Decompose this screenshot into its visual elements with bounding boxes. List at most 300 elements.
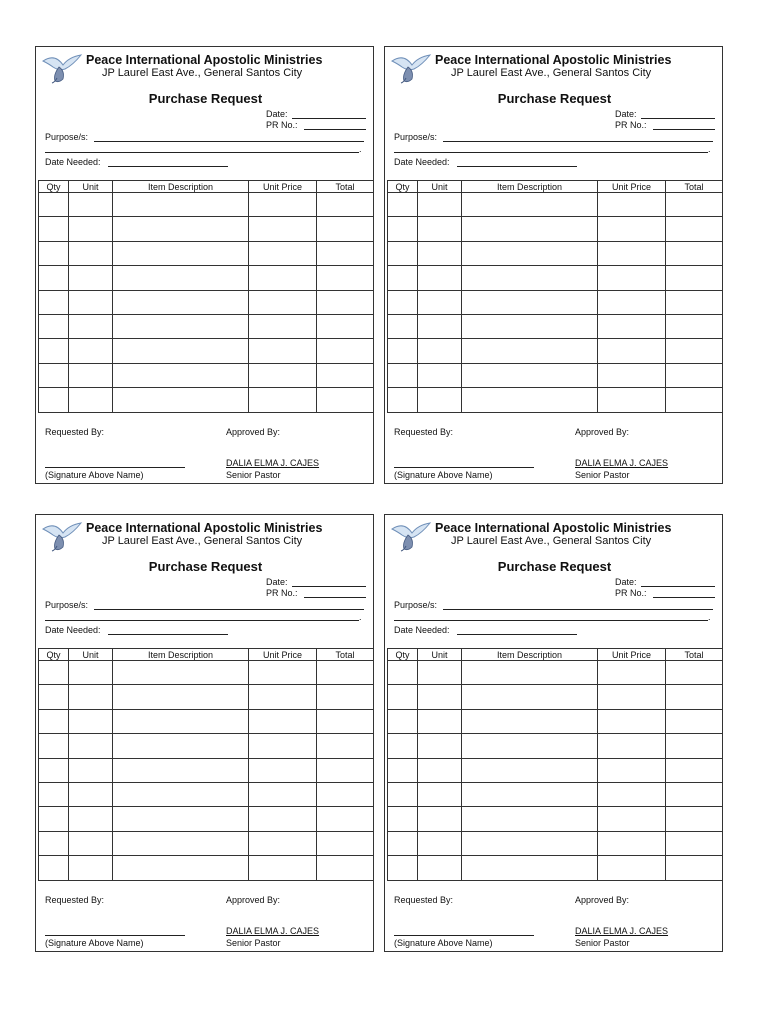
table-cell[interactable] <box>113 709 249 733</box>
table-cell[interactable] <box>418 807 462 831</box>
table-cell[interactable] <box>249 363 317 387</box>
table-cell[interactable] <box>113 856 249 880</box>
table-cell[interactable] <box>39 709 69 733</box>
table-row <box>388 758 723 782</box>
table-cell[interactable] <box>39 290 69 314</box>
table-cell[interactable] <box>317 734 374 758</box>
table-cell[interactable] <box>418 661 462 685</box>
table-cell[interactable] <box>388 685 418 709</box>
table-cell[interactable] <box>317 685 374 709</box>
table-cell[interactable] <box>69 339 113 363</box>
table-cell[interactable] <box>113 661 249 685</box>
table-cell[interactable] <box>462 782 598 806</box>
signature-caption: (Signature Above Name) <box>394 938 493 948</box>
col-header-total: Total <box>666 649 723 661</box>
table-cell[interactable] <box>418 709 462 733</box>
dove-icon <box>39 51 83 85</box>
table-cell[interactable] <box>69 734 113 758</box>
table-cell[interactable] <box>462 734 598 758</box>
table-cell[interactable] <box>249 831 317 855</box>
table-cell[interactable] <box>249 782 317 806</box>
table-cell[interactable] <box>39 831 69 855</box>
table-cell[interactable] <box>462 856 598 880</box>
table-cell[interactable] <box>69 217 113 241</box>
table-cell[interactable] <box>69 363 113 387</box>
table-cell[interactable] <box>418 363 462 387</box>
approver-title: Senior Pastor <box>575 938 630 948</box>
table-cell[interactable] <box>418 758 462 782</box>
requested-by-label: Requested By: <box>45 427 105 437</box>
purpose-field-line-2[interactable] <box>394 152 708 153</box>
table-cell[interactable] <box>598 831 666 855</box>
table-cell[interactable] <box>418 388 462 412</box>
table-cell[interactable] <box>462 661 598 685</box>
table-row <box>39 758 374 782</box>
date-needed-label: Date Needed: <box>394 625 450 635</box>
table-cell[interactable] <box>69 709 113 733</box>
table-header-row <box>39 181 374 193</box>
table-row <box>388 661 723 685</box>
table-cell[interactable] <box>317 807 374 831</box>
table-cell[interactable] <box>249 758 317 782</box>
pr-no-label: PR No.: <box>266 588 298 598</box>
table-cell[interactable] <box>388 290 418 314</box>
table-cell[interactable] <box>317 831 374 855</box>
table-cell[interactable] <box>388 193 418 217</box>
table-header-row <box>39 649 374 661</box>
pr-no-field[interactable] <box>304 129 366 130</box>
table-row <box>388 388 723 412</box>
table-cell[interactable] <box>249 266 317 290</box>
table-cell[interactable] <box>388 241 418 265</box>
table-row <box>388 856 723 880</box>
table-cell[interactable] <box>249 217 317 241</box>
table-cell[interactable] <box>418 831 462 855</box>
table-cell[interactable] <box>666 193 723 217</box>
table-cell[interactable] <box>69 758 113 782</box>
table-cell[interactable] <box>249 241 317 265</box>
date-field[interactable] <box>641 118 715 119</box>
table-cell[interactable] <box>462 807 598 831</box>
org-name: Peace International Apostolic Ministries <box>435 521 672 535</box>
table-cell[interactable] <box>388 266 418 290</box>
table-cell[interactable] <box>39 217 69 241</box>
table-row <box>39 685 374 709</box>
approved-by-label: Approved By: <box>575 427 630 437</box>
form-title: Purchase Request <box>497 91 612 106</box>
table-row <box>39 339 374 363</box>
col-header-unit: Unit <box>69 649 113 661</box>
col-header-unit: Unit <box>418 181 462 193</box>
table-cell[interactable] <box>666 856 723 880</box>
date-needed-label: Date Needed: <box>45 625 101 635</box>
table-cell[interactable] <box>598 290 666 314</box>
table-cell[interactable] <box>418 217 462 241</box>
table-row <box>39 661 374 685</box>
table-row <box>388 193 723 217</box>
table-cell[interactable] <box>113 782 249 806</box>
table-row <box>388 314 723 338</box>
table-cell[interactable] <box>598 241 666 265</box>
table-cell[interactable] <box>249 290 317 314</box>
table-cell[interactable] <box>113 241 249 265</box>
table-row <box>388 782 723 806</box>
table-header-row <box>388 649 723 661</box>
col-header-unit-price: Unit Price <box>249 649 317 661</box>
table-cell[interactable] <box>249 709 317 733</box>
table-cell[interactable] <box>249 314 317 338</box>
table-cell[interactable] <box>113 734 249 758</box>
purpose-field-line-2[interactable] <box>45 620 359 621</box>
approver-name: DALIA ELMA J. CAJES <box>226 926 320 936</box>
table-cell[interactable] <box>418 241 462 265</box>
table-cell[interactable] <box>598 758 666 782</box>
date-field[interactable] <box>292 586 366 587</box>
table-cell[interactable] <box>388 388 418 412</box>
table-cell[interactable] <box>462 314 598 338</box>
table-cell[interactable] <box>113 388 249 412</box>
table-cell[interactable] <box>39 241 69 265</box>
col-header-total: Total <box>317 181 374 193</box>
table-cell[interactable] <box>69 290 113 314</box>
table-cell[interactable] <box>666 807 723 831</box>
table-cell[interactable] <box>39 314 69 338</box>
table-cell[interactable] <box>666 831 723 855</box>
table-cell[interactable] <box>598 193 666 217</box>
org-address: JP Laurel East Ave., General Santos City <box>102 67 303 79</box>
table-cell[interactable] <box>39 363 69 387</box>
purpose-field[interactable] <box>94 141 364 142</box>
table-cell[interactable] <box>598 217 666 241</box>
table-cell[interactable] <box>113 217 249 241</box>
table-cell[interactable] <box>317 661 374 685</box>
table-cell[interactable] <box>418 339 462 363</box>
table-row <box>39 193 374 217</box>
table-cell[interactable] <box>462 831 598 855</box>
table-cell[interactable] <box>462 217 598 241</box>
table-cell[interactable] <box>69 266 113 290</box>
table-cell[interactable] <box>666 314 723 338</box>
table-cell[interactable] <box>598 807 666 831</box>
org-name: Peace International Apostolic Ministries <box>86 521 323 535</box>
table-cell[interactable] <box>69 193 113 217</box>
table-cell[interactable] <box>317 217 374 241</box>
table-cell[interactable] <box>39 758 69 782</box>
col-header-item-description: Item Description <box>462 181 598 193</box>
table-cell[interactable] <box>113 314 249 338</box>
table-cell[interactable] <box>462 290 598 314</box>
table-cell[interactable] <box>249 856 317 880</box>
table-cell[interactable] <box>317 363 374 387</box>
table-cell[interactable] <box>317 782 374 806</box>
table-cell[interactable] <box>317 314 374 338</box>
table-row <box>39 856 374 880</box>
table-cell[interactable] <box>462 193 598 217</box>
table-cell[interactable] <box>69 807 113 831</box>
table-row <box>388 831 723 855</box>
dove-icon <box>388 51 432 85</box>
table-cell[interactable] <box>598 734 666 758</box>
date-label: Date: <box>615 109 637 119</box>
table-cell[interactable] <box>317 856 374 880</box>
date-field[interactable] <box>292 118 366 119</box>
items-table <box>38 180 374 413</box>
col-header-item-description: Item Description <box>113 181 249 193</box>
purpose-field-line-2[interactable] <box>45 152 359 153</box>
table-row <box>39 782 374 806</box>
purpose-end-dot: . <box>708 612 711 622</box>
table-cell[interactable] <box>69 782 113 806</box>
date-needed-field[interactable] <box>457 634 577 635</box>
table-row <box>39 734 374 758</box>
signature-caption: (Signature Above Name) <box>45 470 144 480</box>
table-cell[interactable] <box>666 363 723 387</box>
table-cell[interactable] <box>39 193 69 217</box>
table-cell[interactable] <box>388 661 418 685</box>
pr-no-field[interactable] <box>304 597 366 598</box>
purpose-label: Purpose/s: <box>45 132 89 142</box>
date-needed-label: Date Needed: <box>45 157 101 167</box>
table-cell[interactable] <box>113 831 249 855</box>
table-cell[interactable] <box>598 339 666 363</box>
table-cell[interactable] <box>113 266 249 290</box>
purpose-field[interactable] <box>443 141 713 142</box>
table-header-row <box>388 181 723 193</box>
items-table <box>387 180 723 413</box>
table-row <box>388 807 723 831</box>
form-title: Purchase Request <box>148 559 263 574</box>
table-cell[interactable] <box>462 388 598 412</box>
table-cell[interactable] <box>249 388 317 412</box>
table-cell[interactable] <box>598 388 666 412</box>
table-cell[interactable] <box>69 661 113 685</box>
table-cell[interactable] <box>666 661 723 685</box>
approver-name: DALIA ELMA J. CAJES <box>226 458 320 468</box>
table-row <box>388 266 723 290</box>
table-cell[interactable] <box>666 758 723 782</box>
form-title: Purchase Request <box>148 91 263 106</box>
table-cell[interactable] <box>317 388 374 412</box>
table-cell[interactable] <box>598 314 666 338</box>
date-needed-field[interactable] <box>108 634 228 635</box>
table-cell[interactable] <box>666 290 723 314</box>
requester-signature-line[interactable] <box>394 935 534 936</box>
approved-by-label: Approved By: <box>226 427 281 437</box>
table-cell[interactable] <box>317 339 374 363</box>
approver-name: DALIA ELMA J. CAJES <box>575 926 669 936</box>
items-table <box>38 648 374 881</box>
table-cell[interactable] <box>598 709 666 733</box>
table-cell[interactable] <box>418 193 462 217</box>
table-row <box>39 831 374 855</box>
table-cell[interactable] <box>598 363 666 387</box>
pr-no-field[interactable] <box>653 129 715 130</box>
table-cell[interactable] <box>462 241 598 265</box>
table-cell[interactable] <box>388 363 418 387</box>
table-cell[interactable] <box>388 807 418 831</box>
table-cell[interactable] <box>388 709 418 733</box>
table-cell[interactable] <box>598 266 666 290</box>
table-cell[interactable] <box>39 339 69 363</box>
table-row <box>39 807 374 831</box>
table-cell[interactable] <box>418 290 462 314</box>
table-cell[interactable] <box>113 758 249 782</box>
table-cell[interactable] <box>39 734 69 758</box>
table-cell[interactable] <box>39 266 69 290</box>
table-cell[interactable] <box>666 685 723 709</box>
approver-title: Senior Pastor <box>226 470 281 480</box>
table-cell[interactable] <box>113 685 249 709</box>
table-cell[interactable] <box>598 856 666 880</box>
table-cell[interactable] <box>39 782 69 806</box>
table-cell[interactable] <box>317 266 374 290</box>
table-cell[interactable] <box>39 388 69 412</box>
purpose-field-line-2[interactable] <box>394 620 708 621</box>
table-cell[interactable] <box>113 339 249 363</box>
table-cell[interactable] <box>462 685 598 709</box>
date-needed-field[interactable] <box>108 166 228 167</box>
purpose-field[interactable] <box>443 609 713 610</box>
date-label: Date: <box>266 577 288 587</box>
table-cell[interactable] <box>39 807 69 831</box>
table-cell[interactable] <box>317 241 374 265</box>
table-row <box>39 709 374 733</box>
table-cell[interactable] <box>418 266 462 290</box>
table-cell[interactable] <box>113 290 249 314</box>
table-cell[interactable] <box>462 266 598 290</box>
approver-title: Senior Pastor <box>226 938 281 948</box>
table-cell[interactable] <box>598 782 666 806</box>
requester-signature-line[interactable] <box>45 935 185 936</box>
dove-icon <box>39 519 83 553</box>
table-cell[interactable] <box>249 193 317 217</box>
table-row <box>39 363 374 387</box>
table-cell[interactable] <box>317 709 374 733</box>
purpose-label: Purpose/s: <box>394 132 438 142</box>
table-cell[interactable] <box>249 685 317 709</box>
table-cell[interactable] <box>249 339 317 363</box>
table-row <box>39 217 374 241</box>
table-cell[interactable] <box>39 685 69 709</box>
table-row <box>388 217 723 241</box>
table-cell[interactable] <box>418 782 462 806</box>
dove-icon <box>388 519 432 553</box>
table-row <box>388 339 723 363</box>
table-cell[interactable] <box>113 807 249 831</box>
table-cell[interactable] <box>666 709 723 733</box>
table-cell[interactable] <box>388 758 418 782</box>
table-cell[interactable] <box>666 388 723 412</box>
col-header-total: Total <box>317 649 374 661</box>
table-cell[interactable] <box>462 339 598 363</box>
requester-signature-line[interactable] <box>394 467 534 468</box>
table-row <box>388 241 723 265</box>
table-cell[interactable] <box>69 831 113 855</box>
table-cell[interactable] <box>462 709 598 733</box>
table-cell[interactable] <box>418 685 462 709</box>
approved-by-label: Approved By: <box>575 895 630 905</box>
table-cell[interactable] <box>666 241 723 265</box>
table-cell[interactable] <box>388 314 418 338</box>
date-field[interactable] <box>641 586 715 587</box>
table-cell[interactable] <box>418 856 462 880</box>
requested-by-label: Requested By: <box>45 895 105 905</box>
table-cell[interactable] <box>388 217 418 241</box>
table-cell[interactable] <box>666 339 723 363</box>
purchase-request-form <box>384 46 723 484</box>
items-table <box>387 648 723 881</box>
table-cell[interactable] <box>388 339 418 363</box>
col-header-item-description: Item Description <box>462 649 598 661</box>
purpose-end-dot: . <box>359 144 362 154</box>
table-cell[interactable] <box>388 831 418 855</box>
col-header-qty: Qty <box>39 181 69 193</box>
table-cell[interactable] <box>666 734 723 758</box>
table-cell[interactable] <box>69 314 113 338</box>
col-header-unit-price: Unit Price <box>598 649 666 661</box>
date-label: Date: <box>615 577 637 587</box>
table-cell[interactable] <box>666 782 723 806</box>
purchase-request-form <box>35 514 374 952</box>
table-cell[interactable] <box>388 734 418 758</box>
table-cell[interactable] <box>113 193 249 217</box>
date-needed-field[interactable] <box>457 166 577 167</box>
table-cell[interactable] <box>388 782 418 806</box>
purpose-end-dot: . <box>359 612 362 622</box>
table-cell[interactable] <box>249 734 317 758</box>
table-row <box>39 290 374 314</box>
table-cell[interactable] <box>69 856 113 880</box>
table-row <box>388 685 723 709</box>
table-cell[interactable] <box>39 661 69 685</box>
table-cell[interactable] <box>69 388 113 412</box>
table-cell[interactable] <box>317 290 374 314</box>
table-cell[interactable] <box>418 314 462 338</box>
table-cell[interactable] <box>598 661 666 685</box>
table-cell[interactable] <box>249 807 317 831</box>
table-cell[interactable] <box>462 758 598 782</box>
requested-by-label: Requested By: <box>394 895 454 905</box>
table-cell[interactable] <box>598 685 666 709</box>
col-header-qty: Qty <box>39 649 69 661</box>
requester-signature-line[interactable] <box>45 467 185 468</box>
org-name: Peace International Apostolic Ministries <box>435 53 672 67</box>
table-cell[interactable] <box>317 758 374 782</box>
table-cell[interactable] <box>666 266 723 290</box>
table-cell[interactable] <box>69 685 113 709</box>
table-cell[interactable] <box>249 661 317 685</box>
table-cell[interactable] <box>317 193 374 217</box>
table-cell[interactable] <box>69 241 113 265</box>
pr-no-field[interactable] <box>653 597 715 598</box>
approver-title: Senior Pastor <box>575 470 630 480</box>
table-row <box>388 734 723 758</box>
col-header-unit-price: Unit Price <box>249 181 317 193</box>
table-cell[interactable] <box>666 217 723 241</box>
table-row <box>388 363 723 387</box>
col-header-unit-price: Unit Price <box>598 181 666 193</box>
table-cell[interactable] <box>388 856 418 880</box>
table-cell[interactable] <box>39 856 69 880</box>
signature-caption: (Signature Above Name) <box>45 938 144 948</box>
pr-no-label: PR No.: <box>615 120 647 130</box>
purpose-field[interactable] <box>94 609 364 610</box>
date-needed-label: Date Needed: <box>394 157 450 167</box>
table-row <box>388 709 723 733</box>
table-cell[interactable] <box>462 363 598 387</box>
table-cell[interactable] <box>113 363 249 387</box>
table-cell[interactable] <box>418 734 462 758</box>
